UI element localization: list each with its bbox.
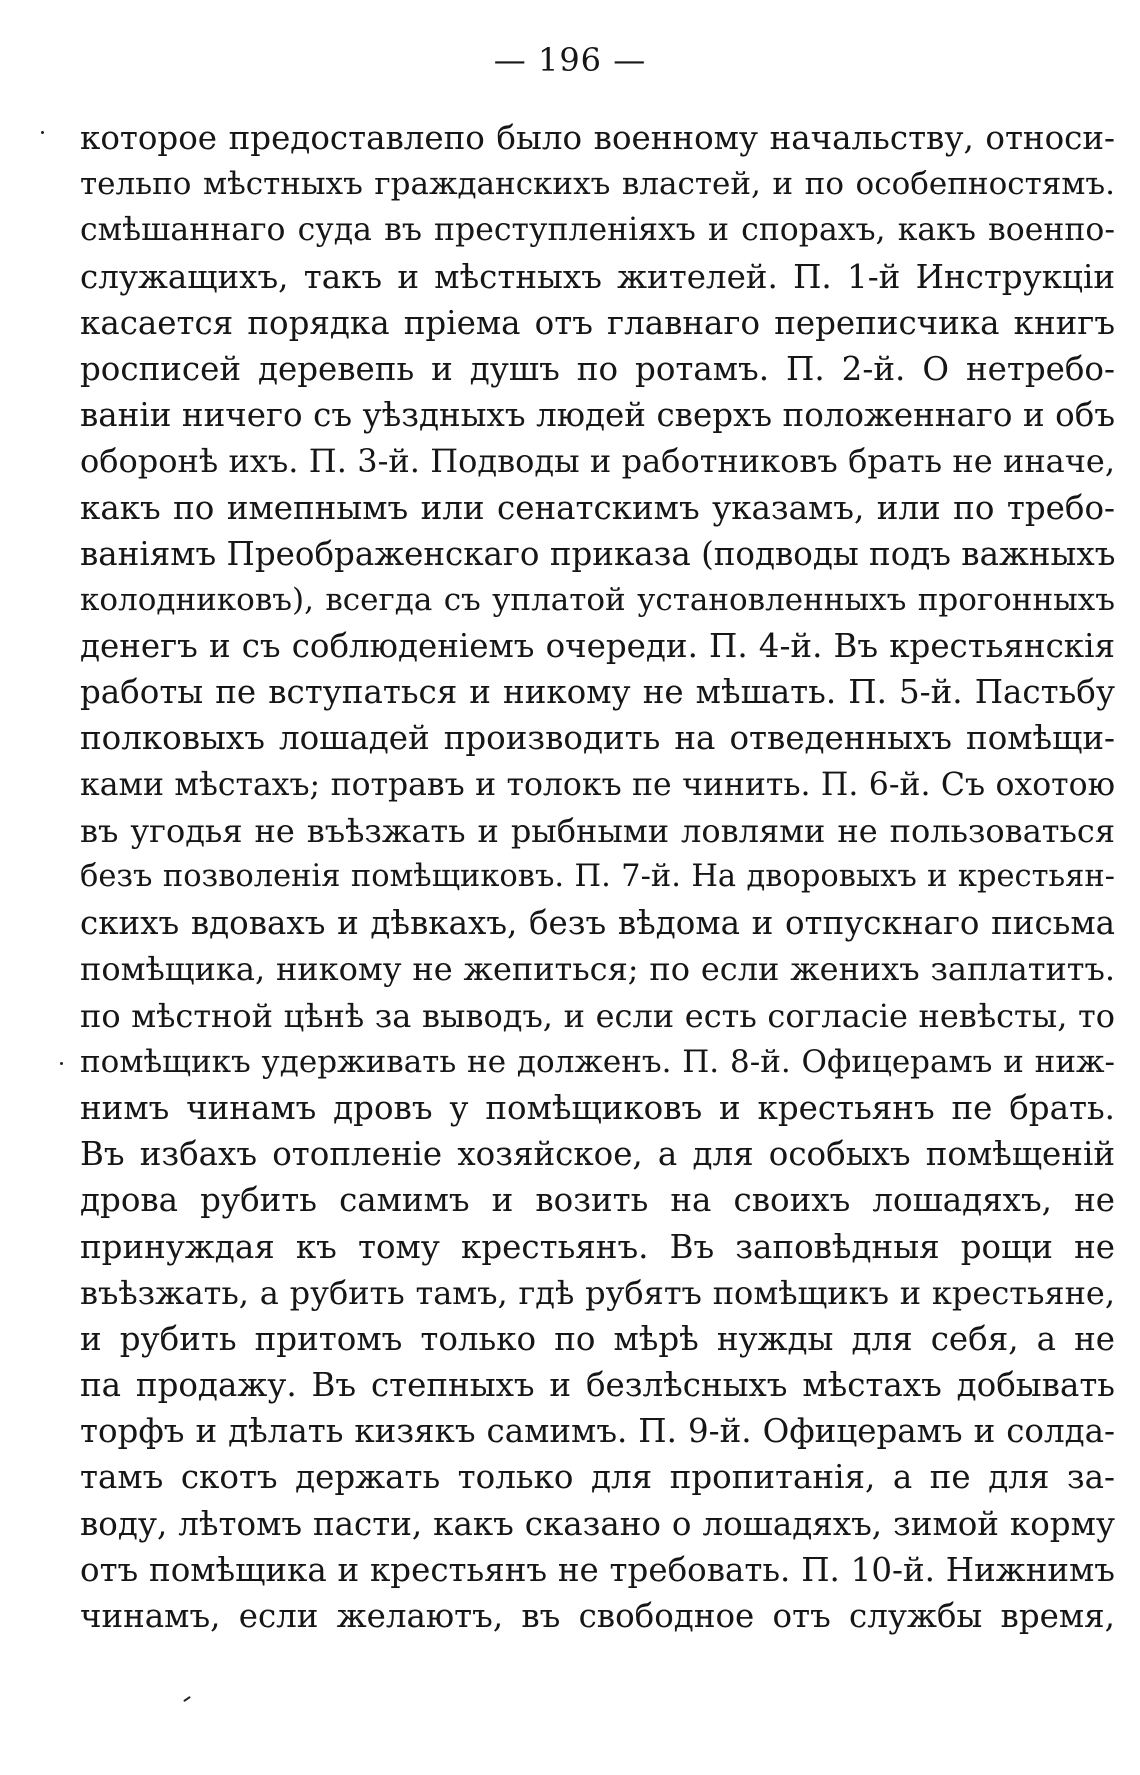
text-line: полковыхъ лошадей производить на отведенныхъ помѣщи- (80, 719, 1115, 758)
text-line: въ угодья не въѣзжать и рыбными ловлями не пользоваться (80, 811, 1115, 850)
text-line: и рубить притомъ только по мѣрѣ нужды для себя, а не (80, 1319, 1115, 1358)
text-line: ваніямъ Преображенскаго приказа (подводы подъ важныхъ (80, 534, 1115, 573)
text-line: служащихъ, такъ и мѣстныхъ жителей. П. 1-й Инструкціи (80, 257, 1115, 296)
text-line: чинамъ, если желаютъ, въ свободное отъ службы время, (80, 1597, 1115, 1635)
text-line: воду, лѣтомъ пасти, какъ сказано о лошадяхъ, зимой корму (80, 1504, 1115, 1543)
text-line: Въ избахъ отопленіе хозяйское, а для особыхъ помѣщеній (80, 1135, 1115, 1174)
scan-speck (60, 1062, 63, 1065)
text-line: работы пе вступаться и никому не мѣшать. П. 5-й. Пастьбу (80, 673, 1115, 712)
text-line: колодниковъ), всегда съ уплатой установленныхъ прогонныхъ (80, 581, 1115, 618)
text-line: какъ по имепнымъ или сенатскимъ указамъ, или по требо- (80, 488, 1115, 527)
text-line: отъ помѣщика и крестьянъ не требовать. П. 10-й. Нижнимъ (80, 1550, 1115, 1589)
text-line: оборонѣ ихъ. П. 3-й. Подводы и работниковъ брать не иначе, (80, 442, 1115, 481)
text-line: денегъ и съ соблюденіемъ очереди. П. 4-й. Въ крестьянскія (80, 627, 1115, 666)
text-line: принуждая къ тому крестьянъ. Въ заповѣдныя рощи не (80, 1227, 1115, 1266)
text-line: смѣшаннаго суда въ преступленіяхъ и спорахъ, какъ военпо- (80, 212, 1115, 249)
text-line: безъ позволенія помѣщиковъ. П. 7-й. На дворовыхъ и крестьян- (80, 859, 1115, 894)
text-line: дрова рубить самимъ и возить на своихъ лошадяхъ, не (80, 1181, 1115, 1220)
text-line: касается порядка пріема отъ главнаго переписчика книгъ (80, 303, 1115, 342)
text-line: па продажу. Въ степныхъ и безлѣсныхъ мѣстахъ добывать (80, 1366, 1115, 1405)
text-line: ваніи ничего съ уѣздныхъ людей сверхъ положеннаго и объ (80, 396, 1115, 435)
text-line: помѣщика, никому не жепиться; по если женихъ заплатитъ. (80, 950, 1115, 989)
text-line: ками мѣстахъ; потравъ и толокъ пе чинить. П. 6-й. Съ охотою (80, 766, 1115, 803)
text-line: по мѣстной цѣнѣ за выводъ, и если есть согласіе невѣсты, то (80, 996, 1115, 1035)
text-line: тамъ скотъ держать только для пропитанія, а пе для за- (80, 1458, 1115, 1497)
page-number: — 196 — (493, 41, 647, 79)
text-line: скихъ вдовахъ и дѣвкахъ, безъ вѣдома и отпускнаго письма (80, 904, 1115, 943)
text-line: нимъ чинамъ дровъ у помѣщиковъ и крестьянъ пе брать. (80, 1088, 1115, 1127)
body-text (80, 115, 1115, 1639)
text-line: въѣзжать, а рубить тамъ, гдѣ рубятъ помѣщикъ и крестьяне, (80, 1273, 1115, 1312)
text-line: торфъ и дѣлать кизякъ самимъ. П. 9-й. Офицерамъ и солда- (80, 1412, 1115, 1451)
text-line: которое предоставлепо было военному начальству, относи- (80, 119, 1115, 157)
text-line: помѣщикъ удерживать не долженъ. П. 8-й. Офицерамъ и ниж- (80, 1043, 1115, 1080)
scan-speck (183, 1696, 191, 1702)
text-line: росписей деревепь и душъ по ротамъ. П. 2-й. О нетребо- (80, 349, 1115, 388)
text-line: тельпо мѣстныхъ гражданскихъ властей, и по особепностямъ. (80, 166, 1115, 203)
scan-speck (41, 131, 44, 134)
